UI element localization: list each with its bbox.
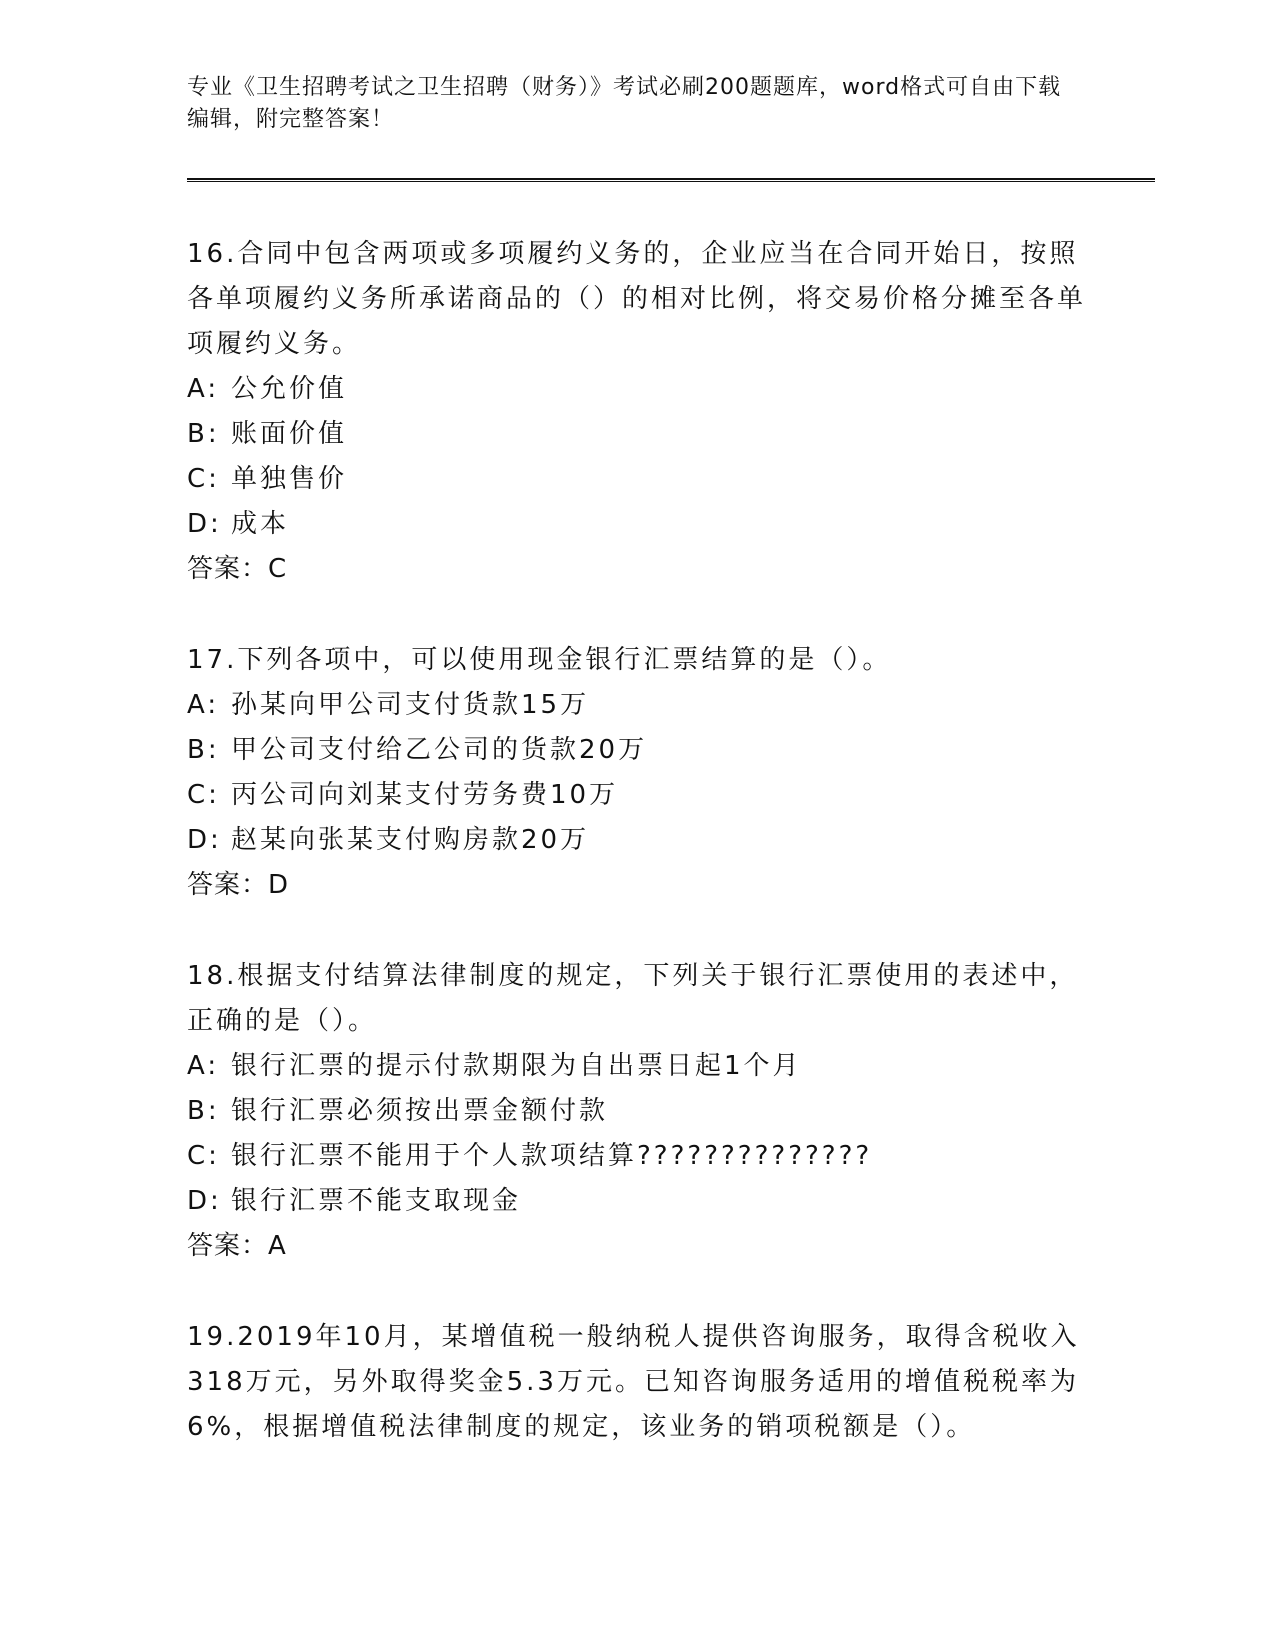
answer-line bbox=[187, 1224, 1087, 1269]
question-16 bbox=[187, 232, 1087, 592]
option-c bbox=[187, 1134, 1087, 1179]
option-text: 银行汇票不能支取现金 bbox=[231, 1186, 522, 1216]
option-letter: C: bbox=[187, 1141, 220, 1171]
option-letter: C: bbox=[187, 464, 220, 494]
option-d bbox=[187, 1179, 1087, 1224]
option-letter: B: bbox=[187, 735, 220, 765]
option-text: 丙公司向刘某支付劳务费10万 bbox=[231, 780, 619, 810]
option-text: 成本 bbox=[231, 509, 290, 539]
option-c bbox=[187, 457, 1087, 502]
option-b bbox=[187, 1089, 1087, 1134]
option-text: 甲公司支付给乙公司的货款20万 bbox=[231, 735, 648, 765]
option-text: 孙某向甲公司支付货款15万 bbox=[231, 690, 590, 720]
question-text: 18.根据支付结算法律制度的规定，下列关于银行汇票使用的表述中，正确的是（）。 bbox=[187, 961, 1079, 1036]
question-text: 19.2019年10月，某增值税一般纳税人提供咨询服务，取得含税收入318万元，另外取得奖金5.3万元。已知咨询服务适用的增值税税率为6%，根据增值税法律制度的规定，该业务的销项税额是（）。 bbox=[187, 1322, 1080, 1442]
option-letter: A: bbox=[187, 690, 220, 720]
option-letter: A: bbox=[187, 1051, 220, 1081]
option-letter: C: bbox=[187, 780, 220, 810]
header-title: 专业《卫生招聘考试之卫生招聘（财务）》考试必刷200题题库，word格式可自由下载编辑，附完整答案！ bbox=[187, 75, 1062, 132]
option-letter: A: bbox=[187, 374, 220, 404]
option-letter: D: bbox=[187, 1186, 222, 1216]
option-text: 赵某向张某支付购房款20万 bbox=[231, 825, 590, 855]
option-b bbox=[187, 728, 1087, 773]
option-a bbox=[187, 1044, 1087, 1089]
option-text: 账面价值 bbox=[231, 419, 348, 449]
answer-label: 答案： bbox=[187, 870, 269, 900]
option-letter: D: bbox=[187, 509, 222, 539]
header-divider bbox=[187, 178, 1155, 182]
option-text: 单独售价 bbox=[231, 464, 348, 494]
option-a bbox=[187, 367, 1087, 412]
option-d bbox=[187, 818, 1087, 863]
option-text: 银行汇票不能用于个人款项结算?????????????? bbox=[231, 1141, 873, 1171]
answer-value: C bbox=[268, 554, 288, 584]
question-19 bbox=[187, 1315, 1087, 1450]
option-c bbox=[187, 773, 1087, 818]
question-17 bbox=[187, 638, 1087, 908]
answer-line bbox=[187, 863, 1087, 908]
option-b bbox=[187, 412, 1087, 457]
question-text: 16.合同中包含两项或多项履约义务的，企业应当在合同开始日，按照各单项履约义务所承诺商品的（）的相对比例，将交易价格分摊至各单项履约义务。 bbox=[187, 239, 1087, 359]
question-list bbox=[187, 232, 1087, 1496]
answer-value: D bbox=[268, 870, 290, 900]
option-a bbox=[187, 683, 1087, 728]
answer-value: A bbox=[268, 1231, 287, 1261]
answer-line bbox=[187, 547, 1087, 592]
option-text: 银行汇票必须按出票金额付款 bbox=[231, 1096, 609, 1126]
question-18 bbox=[187, 954, 1087, 1269]
option-letter: B: bbox=[187, 419, 220, 449]
option-text: 公允价值 bbox=[231, 374, 348, 404]
option-d bbox=[187, 502, 1087, 547]
answer-label: 答案： bbox=[187, 1231, 269, 1261]
question-text: 17.下列各项中，可以使用现金银行汇票结算的是（）。 bbox=[187, 645, 892, 675]
option-text: 银行汇票的提示付款期限为自出票日起1个月 bbox=[231, 1051, 802, 1081]
option-letter: D: bbox=[187, 825, 222, 855]
option-letter: B: bbox=[187, 1096, 220, 1126]
answer-label: 答案： bbox=[187, 554, 269, 584]
document-header bbox=[187, 72, 1067, 136]
